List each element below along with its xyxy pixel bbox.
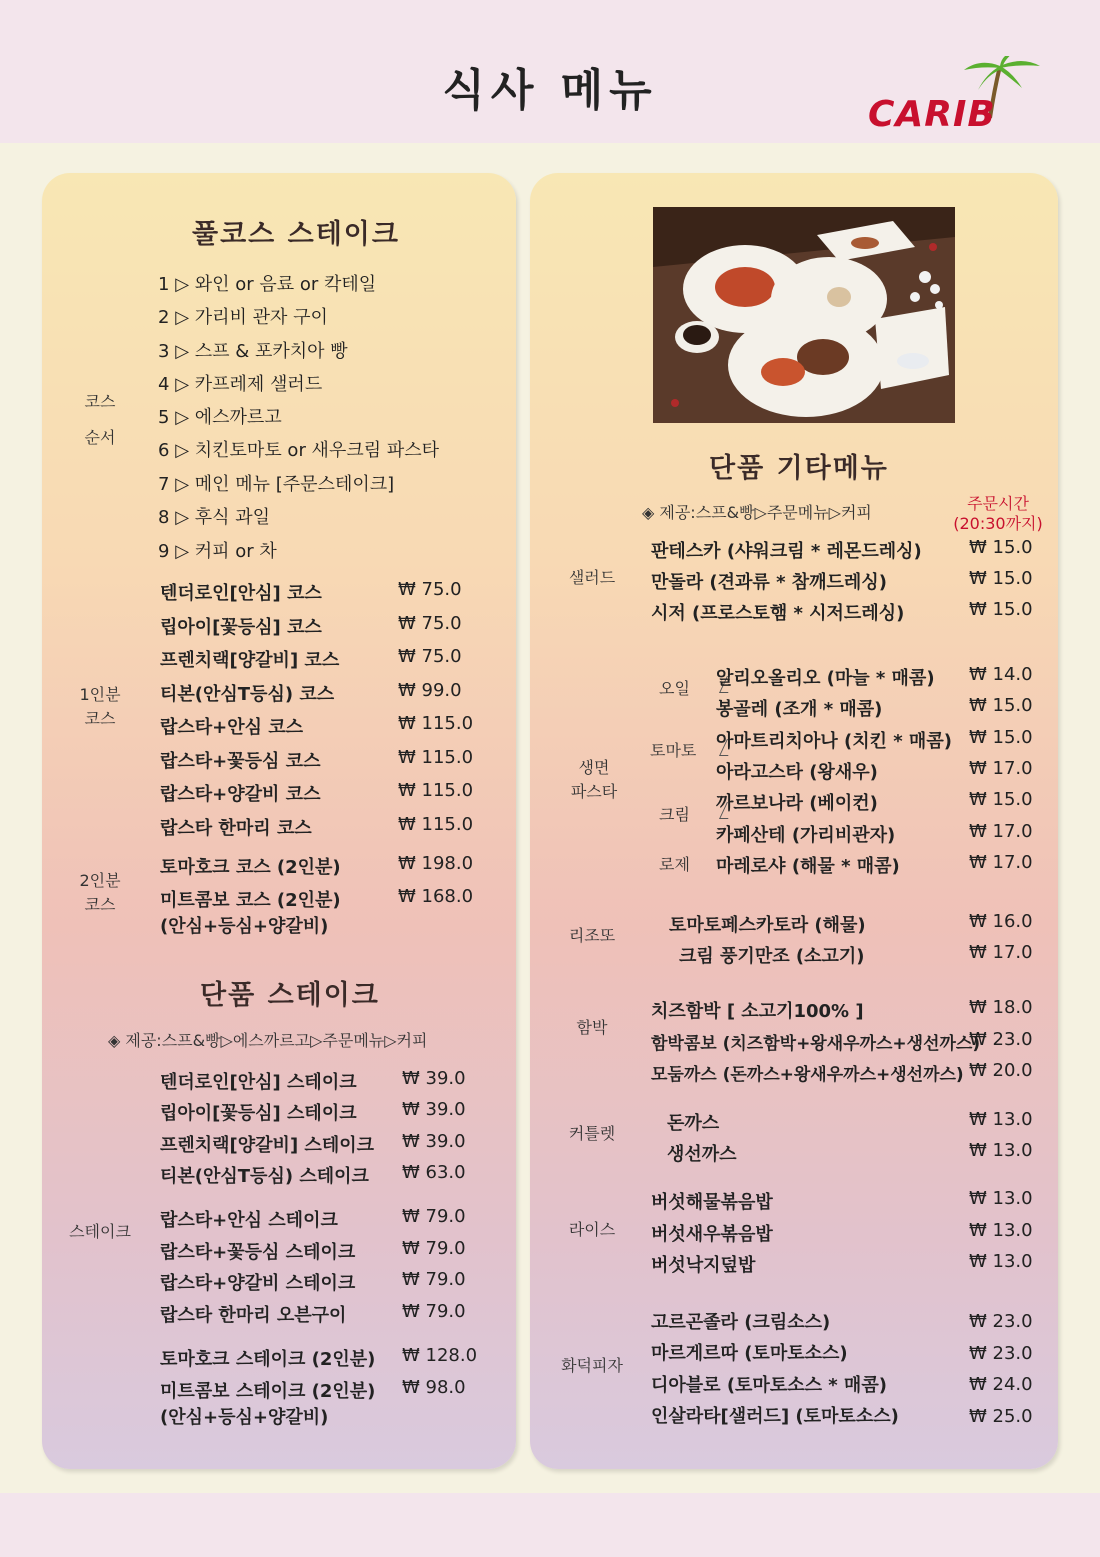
page-title: 식사 메뉴 (442, 65, 658, 116)
step-number: 8 (158, 507, 170, 528)
menu-item-name: 티본(안심T등심) 코스 (160, 684, 335, 705)
menu-item-name: 버섯낙지덮밥 (651, 1255, 756, 1276)
single-steak-title: 단품 스테이크 (200, 980, 380, 1011)
menu-item-note: (안심+등심+양갈비) (160, 916, 329, 937)
other-menu-service-note: ◈ 제공:스프&빵▷주문메뉴▷커피 (642, 503, 872, 522)
two-person-label-line1: 2인분 (79, 871, 121, 890)
step-text: 후식 과일 (194, 507, 271, 528)
menu-item-price: ₩ 115.0 (398, 713, 474, 734)
step-number: 6 (158, 440, 170, 461)
menu-item-name: 립아이[꽃등심] 코스 (160, 617, 322, 638)
step-number: 2 (158, 307, 170, 328)
pasta-label-line1: 생면 (578, 758, 610, 777)
menu-item-price: ₩ 13.0 (969, 1140, 1033, 1161)
menu-item-name: 토마호크 스테이크 (2인분) (160, 1349, 376, 1370)
menu-item-name: 랍스타+꽃등심 코스 (160, 751, 321, 772)
menu-item-price: ₩ 17.0 (969, 821, 1033, 842)
course-step (158, 337, 348, 363)
step-arrow-icon: ▷ (175, 274, 190, 295)
menu-item-price: ₩ 98.0 (402, 1377, 466, 1398)
hamburg-label: 함박 (576, 1018, 608, 1037)
menu-item-price: ₩ 79.0 (402, 1206, 466, 1227)
menu-item-price: ₩ 14.0 (969, 664, 1033, 685)
rice-label: 라이스 (568, 1220, 616, 1239)
menu-item-price: ₩ 99.0 (398, 680, 462, 701)
menu-item-name: 마르게르따 (토마토소스) (651, 1343, 848, 1364)
menu-item-name: 인살라타[샐러드] (토마토소스) (651, 1406, 899, 1427)
one-person-label-line2: 코스 (84, 709, 116, 728)
step-number: 5 (158, 407, 170, 428)
menu-item-name: 버섯새우볶음밥 (651, 1224, 773, 1245)
step-number: 9 (158, 541, 170, 562)
course-step (158, 270, 376, 296)
pasta-sub-tomato: 토마토 (650, 741, 697, 760)
menu-item-price: ₩ 13.0 (969, 1220, 1033, 1241)
menu-item-price: ₩ 23.0 (969, 1343, 1033, 1364)
menu-item-name: 마레로샤 (해물 * 매콤) (716, 856, 900, 877)
step-text: 가리비 관자 구이 (194, 307, 328, 328)
menu-item-price: ₩ 75.0 (398, 646, 462, 667)
menu-item-price: ₩ 15.0 (969, 727, 1033, 748)
one-person-label-line1: 1인분 (79, 685, 121, 704)
menu-item-name: 아라고스타 (왕새우) (716, 762, 878, 783)
single-steak-service-note: ◈ 제공:스프&빵▷에스까르고▷주문메뉴▷커피 (108, 1031, 428, 1050)
course-order-label-line1: 코스 (84, 392, 116, 411)
order-time-label: 주문시간 (967, 494, 1029, 513)
step-arrow-icon: ▷ (175, 307, 190, 328)
menu-item-price: ₩ 15.0 (969, 599, 1033, 620)
menu-item-name: 랍스타+양갈비 코스 (160, 784, 321, 805)
menu-item-price: ₩ 13.0 (969, 1251, 1033, 1272)
menu-item-name: 토마호크 코스 (2인분) (160, 857, 341, 878)
menu-item-price: ₩ 17.0 (969, 758, 1033, 779)
menu-item-price: ₩ 13.0 (969, 1109, 1033, 1130)
course-step (158, 370, 322, 396)
menu-item-name: 랍스타 한마리 코스 (160, 818, 312, 839)
step-number: 1 (158, 274, 170, 295)
menu-item-name: 프렌치랙[양갈비] 코스 (160, 650, 340, 671)
course-order-label-line2: 순서 (84, 428, 116, 447)
step-arrow-icon: ▷ (175, 541, 190, 562)
two-person-label-line2: 코스 (84, 895, 116, 914)
step-number: 3 (158, 341, 170, 362)
pasta-label (549, 756, 639, 804)
carib-logo (862, 56, 1062, 140)
menu-item-price: ₩ 198.0 (398, 853, 474, 874)
menu-item-name: 크림 풍기만조 (소고기) (679, 946, 865, 967)
menu-item-name: 텐더로인[안심] 코스 (160, 583, 322, 604)
step-text: 와인 or 음료 or 칵테일 (194, 274, 377, 295)
menu-item-name: 랍스타+꽃등심 스테이크 (160, 1242, 356, 1263)
menu-item-price: ₩ 128.0 (402, 1345, 478, 1366)
menu-item-price: ₩ 115.0 (398, 780, 474, 801)
step-number: 7 (158, 474, 170, 495)
menu-item-name: 랍스타 한마리 오븐구이 (160, 1305, 347, 1326)
menu-item-price: ₩ 15.0 (969, 789, 1033, 810)
other-menu-title: 단품 기타메뉴 (709, 453, 889, 484)
page-footer (0, 1493, 1100, 1557)
menu-item-price: ₩ 15.0 (969, 695, 1033, 716)
menu-item-name: 프렌치랙[양갈비] 스테이크 (160, 1135, 374, 1156)
step-arrow-icon: ▷ (175, 440, 190, 461)
step-arrow-icon: ▷ (175, 341, 190, 362)
course-order-label (55, 390, 145, 450)
menu-item-name: 모둠까스 (돈까스+왕새우까스+생선까스) (651, 1065, 964, 1085)
menu-item-name: 치즈함박 [ 소고기100% ] (651, 1001, 864, 1022)
menu-item-name: 랍스타+양갈비 스테이크 (160, 1273, 356, 1294)
menu-item-price: ₩ 25.0 (969, 1406, 1033, 1427)
menu-item-price: ₩ 17.0 (969, 942, 1033, 963)
menu-item-price: ₩ 39.0 (402, 1131, 466, 1152)
menu-item-name: 생선까스 (667, 1144, 737, 1165)
menu-item-name: 아마트리치아나 (치킨 * 매콤) (716, 731, 952, 752)
menu-item-price: ₩ 39.0 (402, 1068, 466, 1089)
menu-item-price: ₩ 79.0 (402, 1301, 466, 1322)
menu-item-price: ₩ 24.0 (969, 1374, 1033, 1395)
menu-item-price: ₩ 13.0 (969, 1188, 1033, 1209)
menu-item-name: 까르보나라 (베이컨) (716, 793, 878, 814)
menu-item-name: 함박콤보 (치즈함박+왕새우까스+생선까스) (651, 1034, 981, 1054)
menu-item-name: 랍스타+안심 스테이크 (160, 1210, 338, 1231)
full-course-title: 풀코스 스테이크 (192, 219, 400, 250)
menu-item-price: ₩ 17.0 (969, 852, 1033, 873)
order-time-note (943, 494, 1053, 534)
menu-item-name: 알리오올리오 (마늘 * 매콤) (716, 668, 935, 689)
menu-item-price: ₩ 168.0 (398, 886, 474, 907)
menu-item-name: 미트콤보 스테이크 (2인분) (160, 1381, 376, 1402)
step-text: 메인 메뉴 [주문스테이크] (194, 474, 395, 495)
course-step (158, 470, 394, 496)
pasta-label-line2: 파스타 (570, 782, 618, 801)
menu-item-name: 시저 (프로스토햄 * 시저드레싱) (651, 603, 905, 624)
one-person-course-label (55, 683, 145, 731)
pizza-label: 화덕피자 (561, 1356, 623, 1375)
steak-label: 스테이크 (69, 1222, 131, 1241)
menu-item-note: (안심+등심+양갈비) (160, 1407, 329, 1428)
menu-item-price: ₩ 75.0 (398, 579, 462, 600)
menu-item-name: 토마토페스카토라 (해물) (669, 915, 866, 936)
menu-item-price: ₩ 23.0 (969, 1029, 1033, 1050)
menu-item-name: 만돌라 (견과류 * 참깨드레싱) (651, 572, 887, 593)
step-text: 커피 or 차 (194, 541, 277, 562)
step-text: 스프 & 포카치아 빵 (194, 341, 348, 362)
menu-item-price: ₩ 79.0 (402, 1238, 466, 1259)
menu-item-name: 립아이[꽃등심] 스테이크 (160, 1103, 357, 1124)
step-arrow-icon: ▷ (175, 407, 190, 428)
menu-item-price: ₩ 15.0 (969, 537, 1033, 558)
menu-item-price: ₩ 79.0 (402, 1269, 466, 1290)
two-person-course-label (55, 869, 145, 917)
menu-item-price: ₩ 23.0 (969, 1311, 1033, 1332)
step-arrow-icon: ▷ (175, 374, 190, 395)
menu-item-name: 카페산테 (가리비관자) (716, 825, 896, 846)
cutlet-label: 커틀렛 (568, 1124, 616, 1143)
food-photo (653, 207, 955, 423)
menu-item-price: ₩ 115.0 (398, 814, 474, 835)
course-step (158, 403, 282, 429)
menu-item-price: ₩ 39.0 (402, 1099, 466, 1120)
menu-item-price: ₩ 63.0 (402, 1162, 466, 1183)
step-text: 에스까르고 (194, 407, 282, 428)
pasta-sub-cream: 크림 (659, 805, 690, 824)
step-arrow-icon: ▷ (175, 507, 190, 528)
menu-item-name: 미트콤보 코스 (2인분) (160, 890, 341, 911)
menu-item-name: 랍스타+안심 코스 (160, 717, 304, 738)
menu-item-name: 봉골레 (조개 * 매콤) (716, 699, 883, 720)
course-step (158, 537, 277, 563)
food-photo-illustration (653, 207, 955, 423)
logo-text: CARIB (868, 94, 996, 135)
step-text: 카프레제 샐러드 (194, 374, 323, 395)
pasta-sub-oil: 오일 (659, 679, 690, 698)
menu-item-name: 고르곤졸라 (크림소스) (651, 1312, 831, 1333)
menu-item-name: 돈까스 (667, 1113, 720, 1134)
menu-item-name: 텐더로인[안심] 스테이크 (160, 1072, 357, 1093)
step-text: 치킨토마토 or 새우크림 파스타 (194, 440, 439, 461)
pasta-sub-rose: 로제 (659, 855, 690, 874)
menu-item-price: ₩ 16.0 (969, 911, 1033, 932)
risotto-label: 리조또 (568, 926, 616, 945)
step-arrow-icon: ▷ (175, 474, 190, 495)
course-step (158, 303, 328, 329)
menu-item-price: ₩ 18.0 (969, 997, 1033, 1018)
course-step (158, 436, 439, 462)
menu-item-price: ₩ 15.0 (969, 568, 1033, 589)
menu-item-name: 판테스카 (샤워크림 * 레몬드레싱) (651, 541, 922, 562)
menu-item-price: ₩ 20.0 (969, 1060, 1033, 1081)
menu-item-name: 버섯해물볶음밥 (651, 1192, 773, 1213)
step-number: 4 (158, 374, 170, 395)
salad-label: 샐러드 (568, 568, 616, 587)
menu-item-name: 디아블로 (토마토소스 * 매콤) (651, 1375, 887, 1396)
menu-item-name: 티본(안심T등심) 스테이크 (160, 1166, 369, 1187)
course-step (158, 503, 270, 529)
order-time-limit: (20:30까지) (953, 514, 1043, 533)
menu-item-price: ₩ 75.0 (398, 613, 462, 634)
menu-item-price: ₩ 115.0 (398, 747, 474, 768)
